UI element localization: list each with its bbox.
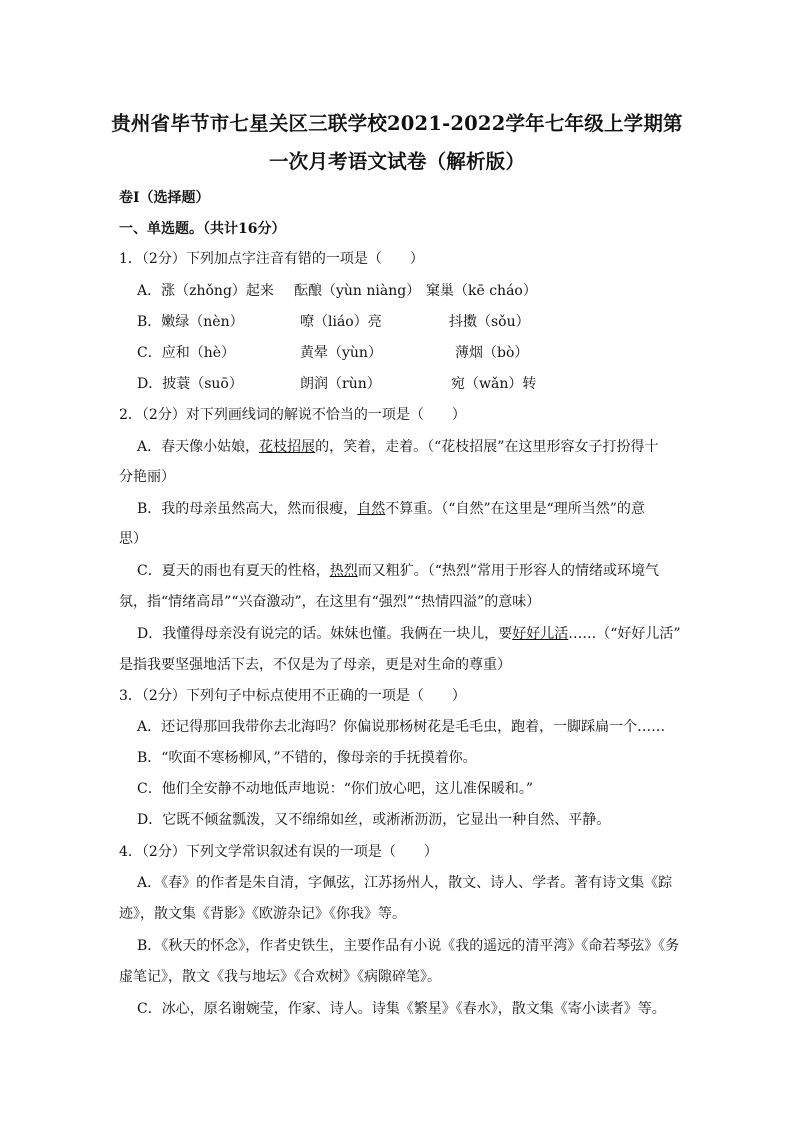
q3-option-c: C．他们全安静不动地低声地说：“你们放心吧，这儿准保暖和。” [137,781,534,797]
part-heading: 一、单选题。（共计16分） [119,221,286,237]
q2-c-text-pre: C．夏天的雨也有夏天的性格， [137,563,330,579]
q2-option-b-cont: 思） [119,531,147,547]
q3-option-d: D．它既不倾盆瓢泼，又不绵绵如丝，或淅淅沥沥，它显出一种自然、平静。 [137,812,611,828]
q2-d-text-pre: D．我懂得母亲没有说完的话。妹妹也懂。我俩在一块儿，要 [137,626,513,642]
q4-option-b-cont: 虚笔记》，散文《我与地坛》《合欢树》《病隙碎笔》。 [119,969,441,985]
q2-c-text-post: 而又粗犷。（“热烈”常用于形容人的情绪或环境气 [357,563,660,579]
exam-title-line-2: 一次月考语文试卷（解析版） [268,150,526,173]
q1-option-c-1: C．应和（hè） [137,345,236,361]
q1-option-b-2: 嘹（liáo）亮 [300,314,382,330]
q2-b-underlined-word: 自然 [357,501,386,517]
q2-b-text-post: 不算重。（“自然”在这里是“理所当然”的意 [385,501,645,517]
q3-option-a: A．还记得那回我带你去北海吗？你偏说那杨树花是毛毛虫，跑着，一脚踩扁一个…… [137,719,666,735]
q1-option-c-2: 黄晕（yùn） [300,345,382,361]
q1-option-b-1: B．嫩绿（nèn） [137,314,244,330]
volume-heading: 卷Ⅰ（选择题） [119,190,210,206]
q2-option-c [137,560,659,580]
q4-option-b: B．《秋天的怀念》，作者史铁生，主要作品有小说《我的遥远的清平湾》《命若琴弦》《务 [137,938,680,954]
q2-b-text-pre: B．我的母亲虽然高大，然而很瘦， [137,501,358,517]
q2-d-underlined-word: 好好儿活 [512,626,569,642]
q2-a-underlined-word: 花枝招展 [259,439,316,455]
q2-option-c-cont: 氛，指“情绪高昂”“兴奋激动”，在这里有“强烈”“热情四溢”的意味） [119,594,541,610]
q4-option-c: C．冰心，原名谢婉莹，作家、诗人。诗集《繁星》《春水》，散文集《寄小读者》等。 [137,1001,666,1017]
q1-option-b-3: 抖擞（sǒu） [449,314,530,330]
question-4-stem: 4．（2分）下列文学常识叙述有误的一项是（ ） [119,844,438,860]
exam-title-line-1: 贵州省毕节市七星关区三联学校2021-2022学年七年级上学期第 [111,112,683,135]
q2-option-d [137,623,681,643]
q2-a-text-pre: A．春天像小姑娘， [137,439,260,455]
q1-option-a-3: 窠巢（kē cháo） [426,283,537,299]
q1-option-a-2: 酝酿（yùn niàng） [294,283,421,299]
q1-option-d-2: 朗润（rùn） [300,376,381,392]
q2-option-b [137,498,645,518]
q3-option-b: B．“吹面不寒杨柳风，”不错的，像母亲的手抚摸着你。 [137,750,477,766]
q2-option-a-cont: 分艳丽） [119,469,175,485]
question-2-stem: 2．（2分）对下列画线词的解说不恰当的一项是（ ） [119,407,466,423]
q2-option-d-cont: 是指我要坚强地活下去，不仅是为了母亲，更是对生命的尊重） [119,657,511,673]
q4-option-a-cont: 迹》，散文集《背影》《欧游杂记》《你我》等。 [119,906,406,922]
q2-c-underlined-word: 热烈 [329,563,358,579]
q4-option-a: A．《春》的作者是朱自清，字佩弦，江苏扬州人，散文、诗人、学者。著有诗文集《踪 [137,875,673,891]
q1-option-c-3: 薄烟（bò） [455,345,529,361]
q1-option-d-1: D．披蓑（suō） [137,376,243,392]
q2-a-text-post: 的，笑着，走着。（“花枝招展”在这里形容女子打扮得十 [315,439,659,455]
q2-option-a [137,436,658,456]
question-1-stem: 1．（2分）下列加点字注音有错的一项是（ ） [119,251,424,267]
q1-option-d-3: 宛（wǎn）转 [451,376,537,392]
question-3-stem: 3．（2分）下列句子中标点使用不正确的一项是（ ） [119,688,466,704]
q1-option-a-1: A．涨（zhǒng）起来 [137,283,274,299]
q2-d-text-post: ……（“好好儿活” [568,626,681,642]
